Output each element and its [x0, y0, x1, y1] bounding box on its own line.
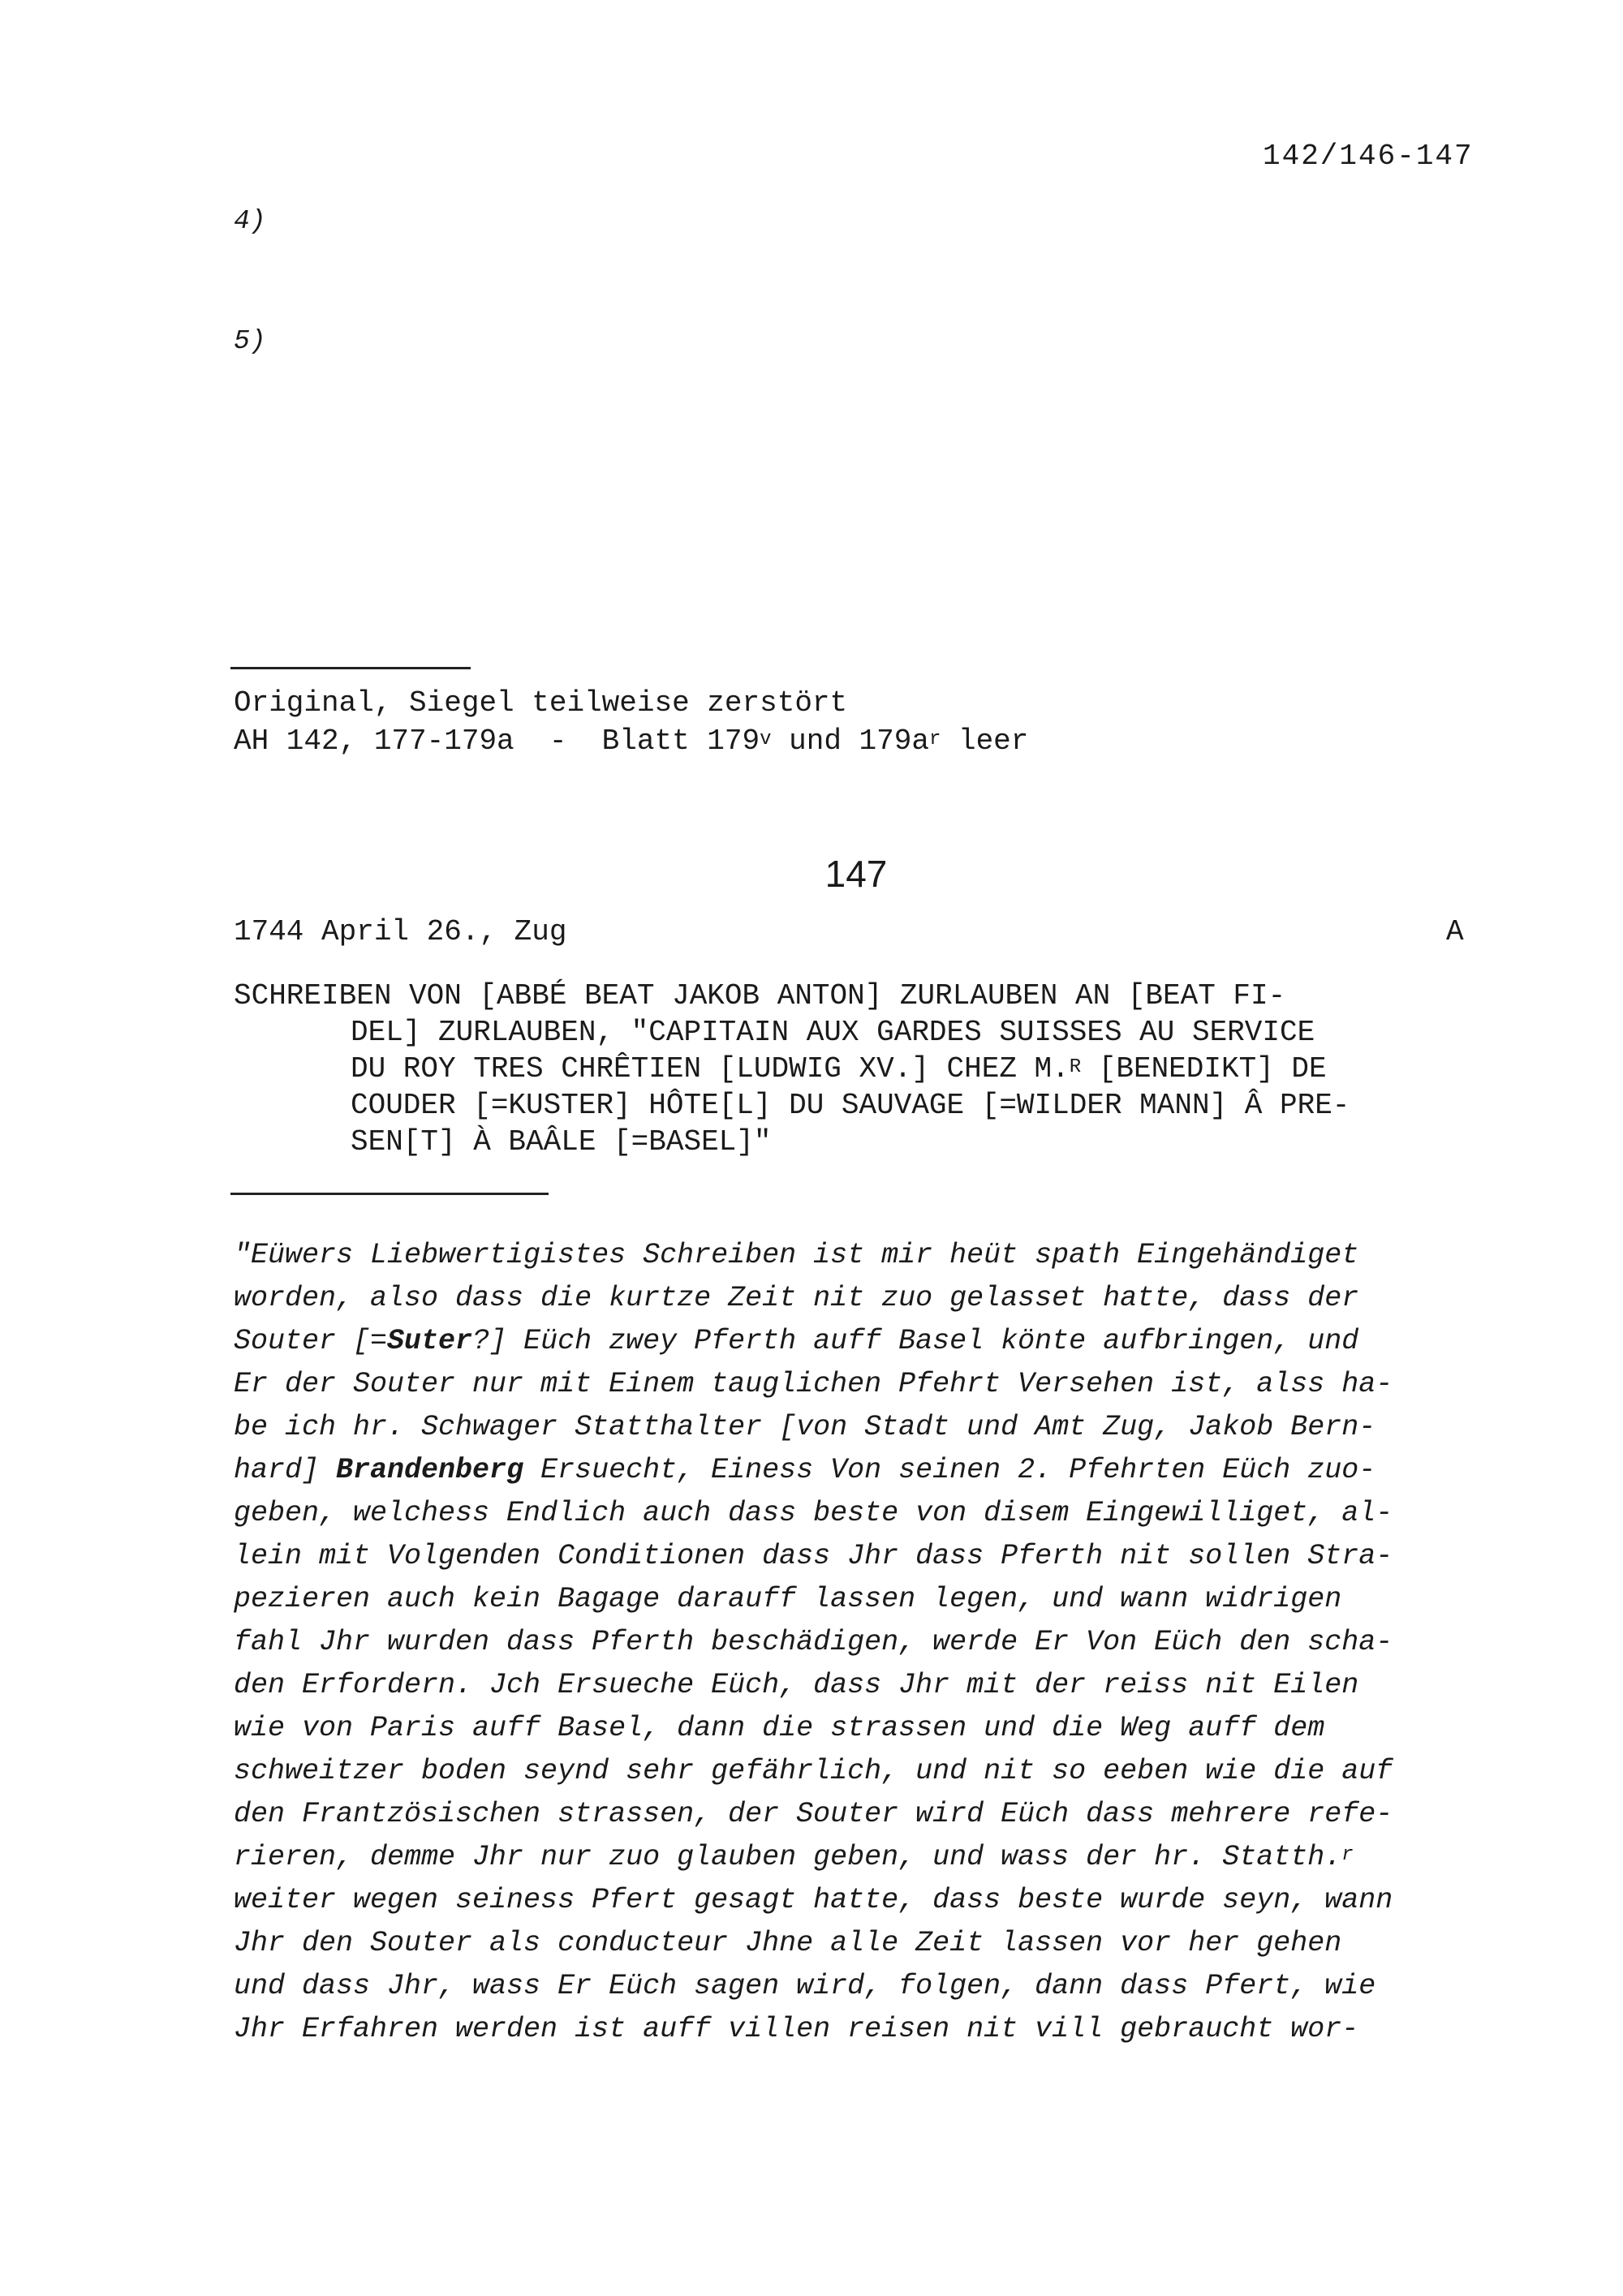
footnote-divider — [230, 667, 471, 669]
body-line-15 — [234, 1841, 1354, 1873]
body-line-19: Jhr Erfahren werden ist auff villen reisen nit vill gebraucht wor- — [234, 2013, 1359, 2045]
body-line-2: worden, also dass die kurtze Zeit nit zuo gelasset hatte, dass der — [234, 1282, 1359, 1314]
header-line-5: SEN[T] À BAÂLE [=BASEL]" — [351, 1125, 772, 1159]
footnote-marker-4: 4) — [234, 206, 266, 236]
body-line-16: weiter wegen seiness Pfert gesagt hatte, dass beste wurde seyn, wann — [234, 1884, 1393, 1916]
source-note-suffix: leer — [941, 724, 1029, 758]
body-line-9: pezieren auch kein Bagage darauff lassen legen, und wann widrigen — [234, 1583, 1342, 1615]
header-line-4: COUDER [=KUSTER] HÔTE[L] DU SAUVAGE [=WILDER MANN] Â PRE- — [351, 1089, 1350, 1122]
body-line-1: "Eüwers Liebwertigistes Schreiben ist mir heüt spath Eingehändiget — [234, 1239, 1359, 1271]
body-line-3-post: ?] Eüch zwey Pferth auff Basel könte aufbringen, und — [472, 1325, 1359, 1357]
body-line-15-text: rieren, demme Jhr nur zuo glauben geben, und wass der hr. Statth. — [234, 1841, 1342, 1873]
body-line-3-pre: Souter [= — [234, 1325, 388, 1357]
source-note-sup-verso: v — [760, 729, 772, 750]
body-line-3 — [234, 1325, 1358, 1357]
header-line-3-pre: DU ROY TRES CHRÊTIEN [LUDWIG XV.] CHEZ M. — [351, 1052, 1070, 1086]
body-line-11: den Erfordern. Jch Ersueche Eüch, dass Jhr mit der reiss nit Eilen — [234, 1669, 1359, 1701]
body-line-7: geben, welchess Endlich auch dass beste von disem Eingewilliget, al- — [234, 1497, 1393, 1529]
page-number: 142/146-147 — [1263, 140, 1474, 173]
body-line-10: fahl Jhr wurden dass Pferth beschädigen, werde Er Von Eüch den scha- — [234, 1626, 1393, 1658]
header-line-3-sup: R — [1069, 1056, 1082, 1078]
source-note-prefix: AH 142, 177-179a - Blatt 179 — [234, 724, 760, 758]
body-line-12: wie von Paris auff Basel, dann die strassen und die Weg auff dem — [234, 1712, 1325, 1744]
body-line-5: be ich hr. Schwager Statthalter [von Stadt und Amt Zug, Jakob Bern- — [234, 1411, 1376, 1443]
date-place: 1744 April 26., Zug — [234, 915, 567, 948]
header-line-3-post: [BENEDIKT] DE — [1081, 1052, 1327, 1086]
header-line-3 — [351, 1052, 1327, 1086]
body-line-8: lein mit Volgenden Conditionen dass Jhr dass Pferth nit sollen Stra- — [234, 1540, 1393, 1572]
body-line-6-post: Ersuecht, Einess Von seinen 2. Pfehrten Eüch zuo- — [523, 1454, 1376, 1486]
header-line-2: DEL] ZURLAUBEN, "CAPITAIN AUX GARDES SUISSES AU SERVICE — [351, 1016, 1315, 1049]
source-note-line1: Original, Siegel teilweise zerstört — [234, 686, 848, 720]
body-line-18: und dass Jhr, wass Er Eüch sagen wird, folgen, dann dass Pfert, wie — [234, 1970, 1376, 2002]
body-line-14: den Frantzösischen strassen, der Souter wird Eüch dass mehrere refe- — [234, 1798, 1393, 1830]
body-line-3-bold: Suter — [387, 1325, 473, 1357]
header-divider — [230, 1193, 549, 1195]
body-line-17: Jhr den Souter als conducteur Jhne alle Zeit lassen vor her gehen — [234, 1927, 1342, 1959]
footnote-marker-5: 5) — [234, 326, 266, 356]
body-line-15-sup: r — [1341, 1844, 1354, 1866]
source-note-mid: und 179a — [771, 724, 929, 758]
body-line-6-pre: hard] — [234, 1454, 337, 1486]
body-line-4: Er der Souter nur mit Einem tauglichen Pfehrt Versehen ist, alss ha- — [234, 1368, 1393, 1400]
document-letter: A — [1446, 915, 1464, 948]
source-note-line2 — [234, 724, 1028, 758]
header-line-1: SCHREIBEN VON [ABBÉ BEAT JAKOB ANTON] ZURLAUBEN AN [BEAT FI- — [234, 979, 1286, 1013]
body-line-13: schweitzer boden seynd sehr gefährlich, und nit so eeben wie die auf — [234, 1755, 1393, 1787]
document-number: 147 — [824, 853, 888, 895]
source-note-sup-recto: r — [928, 729, 941, 750]
body-line-6-bold: Brandenberg — [336, 1454, 524, 1486]
body-line-6 — [234, 1454, 1375, 1486]
